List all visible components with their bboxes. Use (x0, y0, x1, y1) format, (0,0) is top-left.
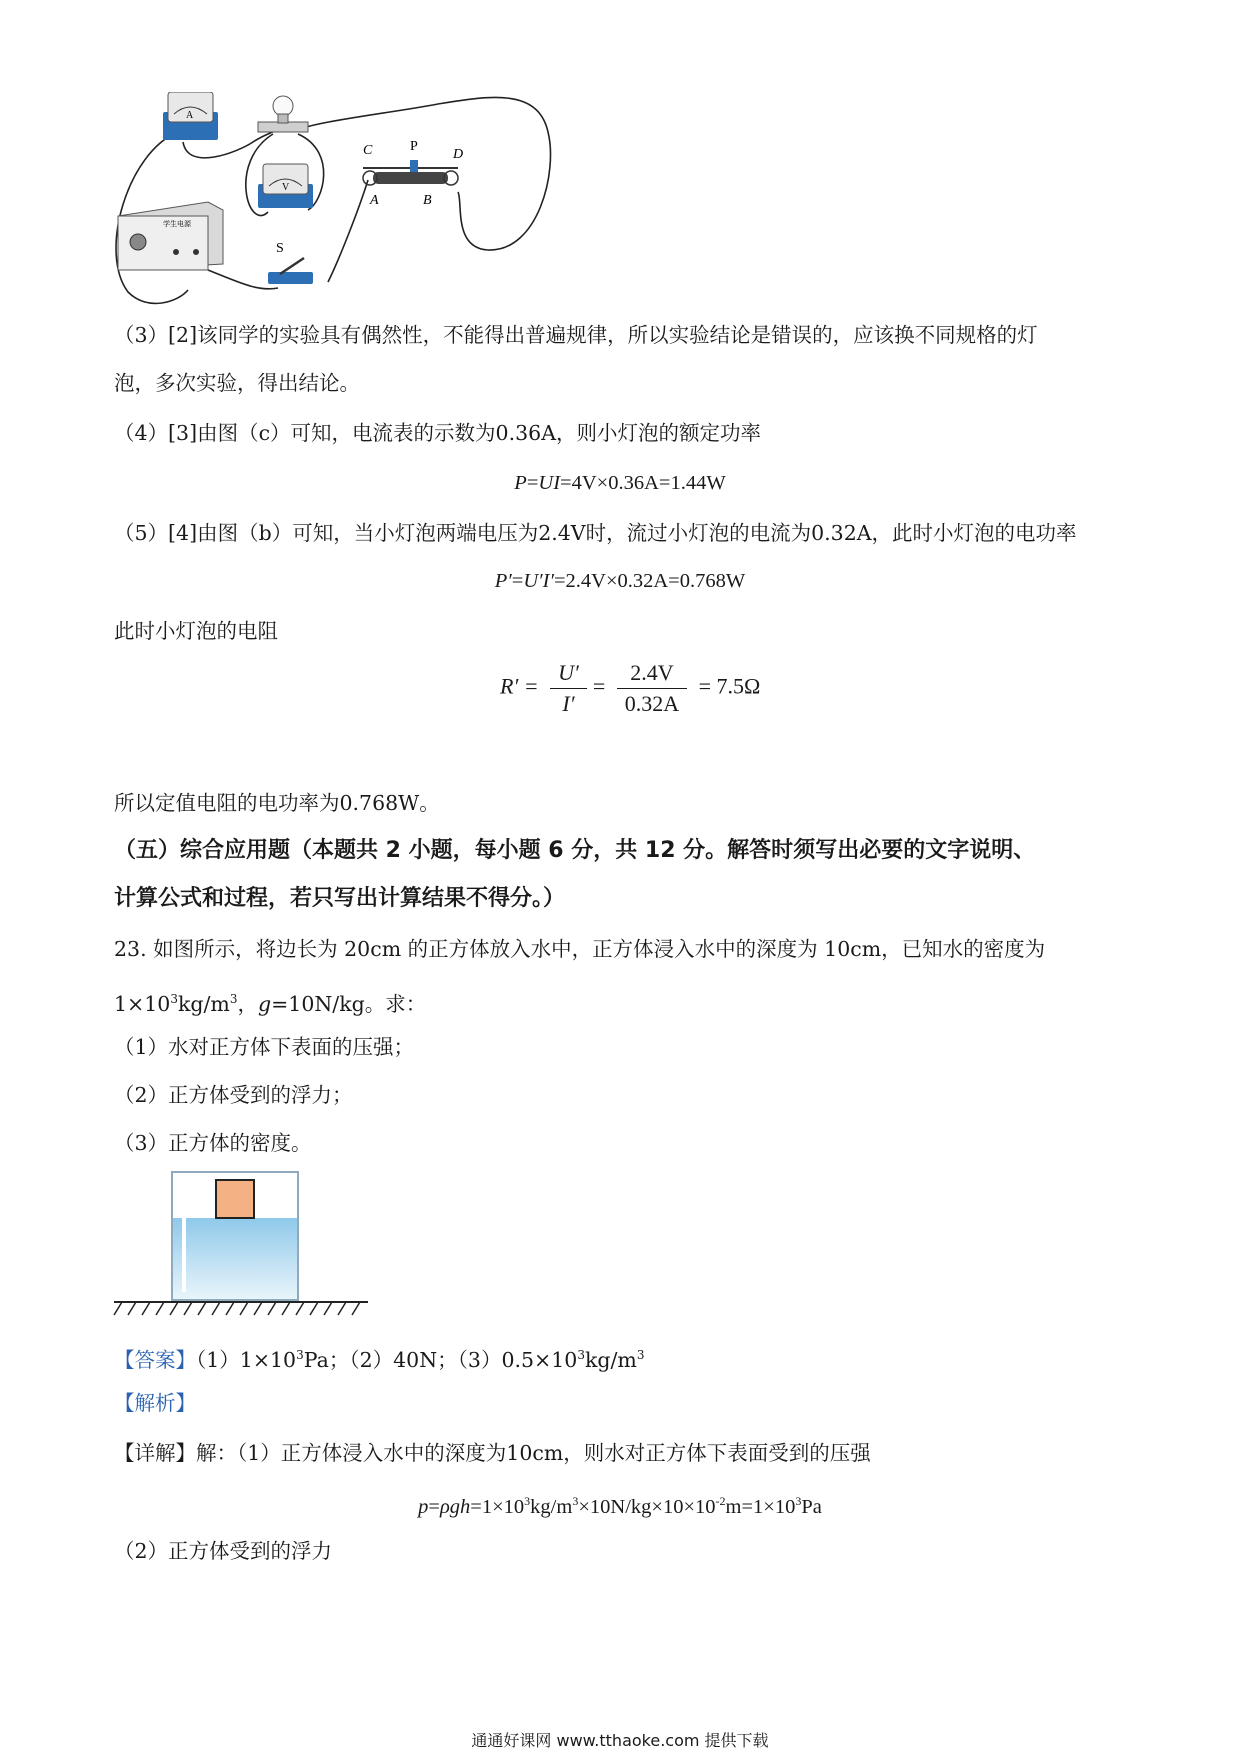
analysis-tag: 【解析】 (114, 1391, 196, 1415)
question-23-line2: $1\times 10^3kg/m^3$，g=10N/kg。求： (114, 991, 427, 1016)
power-supply-icon (118, 202, 223, 270)
svg-text:A: A (186, 110, 194, 121)
question-23-sub1: （1）水对正方体下表面的压强； (114, 1035, 415, 1059)
section-title-line1: （五）综合应用题（本题共 2 小题，每小题 6 分，共 12 分。解答时须写出必要的文字说明、 (114, 838, 1036, 863)
equation-power-2: P′=U′I′=2.4V×0.32A=0.768W (494, 570, 746, 592)
circuit-diagram (108, 92, 568, 324)
fraction-values: $\frac{2.4V}{0.32A}$ (617, 660, 687, 717)
footer: 通通好课网 www.tthaoke.com 提供下载 (471, 1731, 769, 1750)
rheostat-icon (363, 139, 463, 208)
section-title-line2: 计算公式和过程，若只写出计算结果不得分。） (114, 886, 566, 911)
svg-text:B: B (423, 193, 432, 208)
para3-line2: 泡，多次实验，得出结论。 (114, 371, 360, 395)
cube-icon (216, 1180, 254, 1218)
resistance-intro: 此时小灯泡的电阻 (114, 619, 278, 643)
fraction-u-over-i: $\frac{U'}{I'}$ (550, 660, 587, 717)
svg-text:P: P (410, 139, 418, 154)
bulb-icon (258, 96, 308, 132)
equation-pressure: $p=\rho gh=1\times 10^3kg/m^3\times 10N/kg\times 10\times 10^{-2}m=1\times 10^3Pa$ (418, 1494, 822, 1518)
question-23-line1: 23. 如图所示，将边长为 20cm 的正方体放入水中，正方体浸入水中的深度为 10cm，已知水的密度为 (114, 937, 1046, 961)
para5: （5）[4]由图（b）可知，当小灯泡两端电压为2.4V时，流过小灯泡的电流为0.32A，此时小灯泡的电功率 (114, 521, 1077, 545)
ammeter-icon (163, 92, 218, 140)
conclusion: 所以定值电阻的电功率为0.768W。 (114, 791, 440, 815)
detail-line: 【详解】解：（1）正方体浸入水中的深度为10cm，则水对正方体下表面受到的压强 (114, 1441, 871, 1465)
para4: （4）[3]由图（c）可知，电流表的示数为0.36A，则小灯泡的额定功率 (114, 421, 762, 445)
question-23-sub2: （2）正方体受到的浮力； (114, 1083, 353, 1107)
answer-tag: 【答案】 (114, 1347, 196, 1372)
svg-text:V: V (282, 182, 290, 193)
para3-line1: （3）[2]该同学的实验具有偶然性，不能得出普遍规律，所以实验结论是错误的，应该换不同规格的灯 (114, 323, 1038, 347)
answer-line: 【答案】$(1)1\times 10^3Pa$；（2）40N；$(3)0.5\times 10^3kg/m^3$ (114, 1347, 645, 1372)
svg-text:C: C (363, 143, 373, 158)
switch-icon (268, 241, 313, 284)
svg-text:学生电源: 学生电源 (163, 220, 191, 228)
equation-resistance: R′ = $\frac{U'}{I'}$ = $\frac{2.4V}{0.32A}$ = 7.5Ω (500, 660, 761, 716)
question-23-sub3: （3）正方体的密度。 (114, 1131, 312, 1155)
svg-text:A: A (370, 193, 379, 208)
svg-text:S: S (276, 241, 284, 256)
beaker-figure (112, 1170, 372, 1320)
equation-power: P=UI=4V×0.36A=1.44W (514, 472, 726, 494)
sub2-heading: （2）正方体受到的浮力 (114, 1539, 333, 1563)
voltmeter-icon (258, 164, 313, 208)
svg-text:D: D (453, 147, 464, 162)
